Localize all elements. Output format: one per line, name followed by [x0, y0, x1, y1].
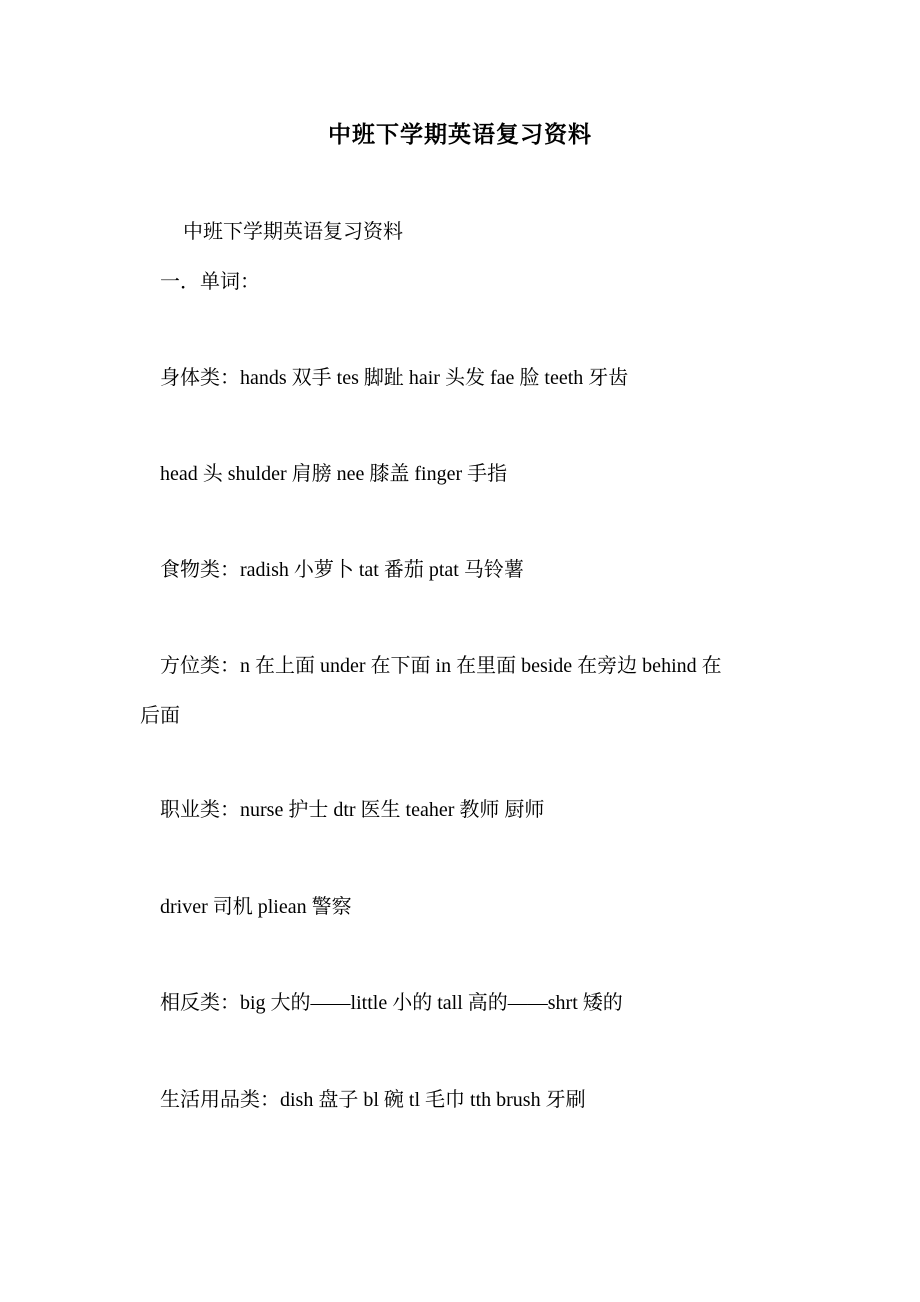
vocab-line-position-cont: 后面	[140, 705, 180, 727]
vocab-line-position: 方位类：n 在上面 under 在下面 in 在里面 beside 在旁边 behind 在	[160, 655, 722, 677]
vocab-line-body-1: 身体类：hands 双手 tes 脚趾 hair 头发 fae 脸 teeth 牙齿	[160, 367, 629, 389]
document-subtitle: 中班下学期英语复习资料	[183, 221, 403, 243]
vocab-line-body-2: head 头 shulder 肩膀 nee 膝盖 finger 手指	[160, 463, 508, 485]
vocab-line-household: 生活用品类：dish 盘子 bl 碗 tl 毛巾 tth brush 牙刷	[160, 1089, 586, 1111]
vocab-line-opposites: 相反类：big 大的——little 小的 tall 高的——shrt 矮的	[160, 992, 623, 1014]
vocab-line-food: 食物类：radish 小萝卜 tat 番茄 ptat 马铃薯	[160, 559, 524, 581]
document-title: 中班下学期英语复习资料	[328, 122, 592, 147]
section-heading: 一．单词：	[160, 271, 260, 293]
vocab-line-jobs-2: driver 司机 pliean 警察	[160, 896, 352, 918]
vocab-line-jobs-1: 职业类：nurse 护士 dtr 医生 teaher 教师 厨师	[160, 799, 545, 821]
